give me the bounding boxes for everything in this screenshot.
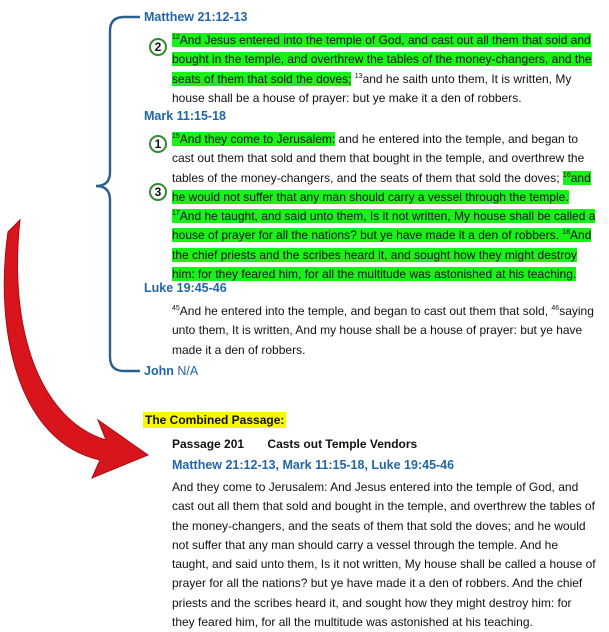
order-badge-3: 3 — [149, 183, 167, 201]
combined-refs: Matthew 21:12-13, Mark 11:15-18, Luke 19:45-46 — [172, 458, 455, 472]
mark-passage: $^{15}$And they come to Jerusalem: and he entered into the temple, and began to cast out them that sold and them that bought in the temple, and overthrew the tables of the money-changers, and the seats of them that sold the doves; $^{16}$and he would not suffer that any man should carry a vessel through the temple. $^{17}$And he taught, and said unto them, Is it not written, My house shall be called a house of prayer for all the nations? but ye have made it a den of robbers. $^{18}$And the chief priests and the scribes heard it, and sought how they might destroy him: for they feared him, for all the multitude was astonished at his teaching. — [172, 132, 596, 282]
order-badge-2: 2 — [149, 38, 167, 56]
luke-ref: Luke 19:45-46 — [144, 281, 227, 295]
passage-header — [172, 437, 417, 451]
john-ref: John N/A — [144, 364, 199, 378]
matthew-ref: Matthew 21:12-13 — [144, 10, 248, 24]
passage-number: Passage 201 — [172, 437, 245, 451]
luke-passage: $^{45}$And he entered into the temple, and began to cast out them that sold, $^{46}$saying unto them, It is written, And my house shall be a house of prayer: but ye have made it a den of robbers. — [172, 304, 594, 357]
passage-title: Casts out Temple Vendors — [267, 437, 418, 451]
red-arrow — [4, 220, 148, 478]
mark-ref: Mark 11:15-18 — [144, 109, 227, 123]
gospel-brace — [96, 17, 140, 371]
combined-text: And they come to Jerusalem: And Jesus entered into the temple of God, and cast out all them that sold and bought in the temple, and overthrew the tables of the money-changers, and the seats of them that sold the doves; and he would not suffer that any man should carry a vessel through the temple. And he taught, and said unto them, Is it not written, My house shall be called a house of prayer for all the nations? but ye have made it a den of robbers. And the chief priests and the scribes heard it, and sought how they might destroy him: for they feared him, for all the multitude was astonished at his teaching. — [172, 480, 596, 630]
order-badge-1: 1 — [149, 135, 167, 153]
matthew-passage: $^{12}$And Jesus entered into the temple of God, and cast out all them that sold and bought in the temple, and overthrew the tables of the money-changers, and the seats of them that sold the doves; $^{13}$and he saith unto them, It is written, My house shall be a house of prayer: but ye make it a den of robbers. — [172, 33, 592, 105]
combined-passage-title: The Combined Passage: — [145, 413, 285, 427]
matthew-highlight: $^{12}$And Jesus entered into the temple of God, and cast out all them that sold and bought in the temple, and overthrew the tables of the money-changers, and the seats of them that sold the doves; — [172, 33, 592, 86]
